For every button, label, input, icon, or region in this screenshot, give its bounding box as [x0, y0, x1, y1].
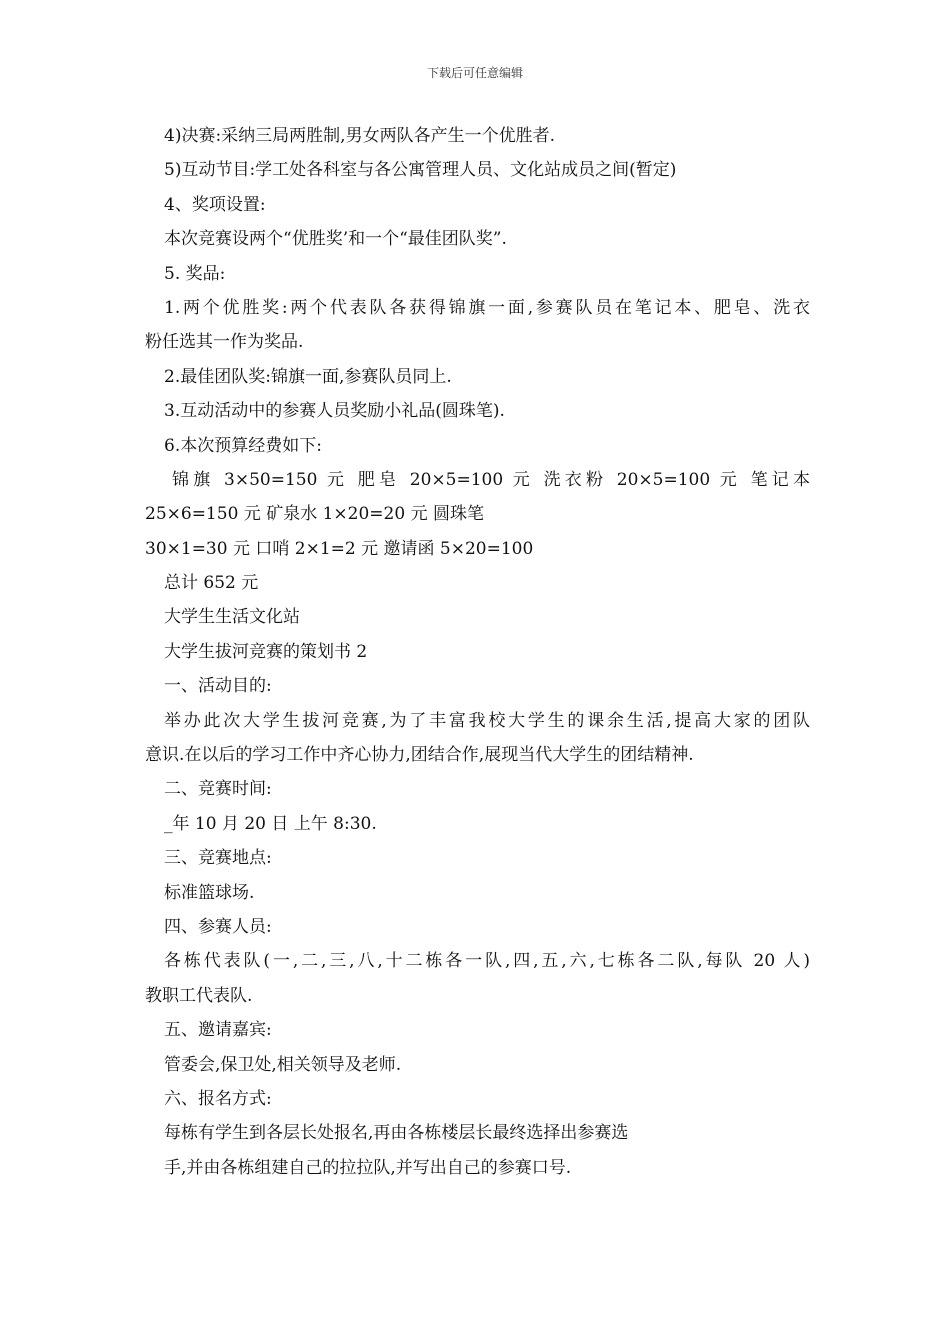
paragraph-line: 每栋有学生到各层长处报名,再由各栋楼层长最终选择出参赛选 [164, 1123, 629, 1144]
document-body [145, 119, 810, 1185]
paragraph-line: 各栋代表队(一,二,三,八,十二栋各一队,四,五,六,七栋各二队,每队 20 人) [164, 951, 810, 972]
section-heading: 三、竞赛地点: [164, 848, 272, 869]
section-heading: 5. 奖品: [164, 263, 226, 284]
section-heading: 六、报名方式: [164, 1088, 272, 1109]
section-heading: 一、活动目的: [164, 676, 272, 697]
budget-line: 30×1=30 元 口哨 2×1=2 元 邀请函 5×20=100 [145, 538, 534, 559]
paragraph-line: 本次竞赛设两个“优胜奖’和一个“最佳团队奖”. [164, 229, 507, 250]
organizer-name: 大学生生活文化站 [164, 607, 300, 628]
budget-line: 锦旗 3×50=150 元 肥皂 20×5=100 元 洗衣粉 20×5=100 元 笔记本 [172, 469, 810, 490]
section-heading: 4、奖项设置: [164, 194, 266, 215]
paragraph-line: 粉任选其一作为奖品. [145, 332, 304, 353]
paragraph-line: 意识.在以后的学习工作中齐心协力,团结合作,展现当代大学生的团结精神. [145, 745, 694, 766]
paragraph-line: 2.最佳团队奖:锦旗一面,参赛队员同上. [164, 366, 452, 387]
paragraph-line: _年 10 月 20 日 上午 8:30. [164, 813, 377, 834]
budget-total: 总计 652 元 [164, 573, 259, 594]
page-header: 下载后可任意编辑 [426, 66, 523, 80]
section-heading: 四、参赛人员: [164, 916, 272, 937]
section-heading: 五、邀请嘉宾: [164, 1020, 272, 1041]
paragraph-line: 标准篮球场. [164, 882, 255, 903]
paragraph-line: 管委会,保卫处,相关领导及老师. [164, 1054, 402, 1075]
section-heading: 二、竞赛时间: [164, 779, 272, 800]
paragraph-line: 5)互动节目:学工处各科室与各公寓管理人员、文化站成员之间(暂定) [164, 160, 677, 181]
document-title: 大学生拔河竞赛的策划书 2 [164, 641, 368, 662]
paragraph-line: 教职工代表队. [145, 985, 253, 1006]
paragraph-line: 4)决赛:采纳三局两胜制,男女两队各产生一个优胜者. [164, 126, 555, 146]
budget-line: 25×6=150 元 矿泉水 1×20=20 元 圆珠笔 [145, 504, 484, 525]
paragraph-line: 举办此次大学生拔河竞赛,为了丰富我校大学生的课余生活,提高大家的团队 [164, 710, 810, 731]
paragraph-line: 手,并由各栋组建自己的拉拉队,并写出自己的参赛口号. [164, 1157, 572, 1178]
paragraph-line: 1.两个优胜奖:两个代表队各获得锦旗一面,参赛队员在笔记本、肥皂、洗衣 [164, 297, 810, 318]
paragraph-line: 3.互动活动中的参赛人员奖励小礼品(圆珠笔). [164, 401, 505, 422]
section-heading: 6.本次预算经费如下: [164, 435, 322, 456]
